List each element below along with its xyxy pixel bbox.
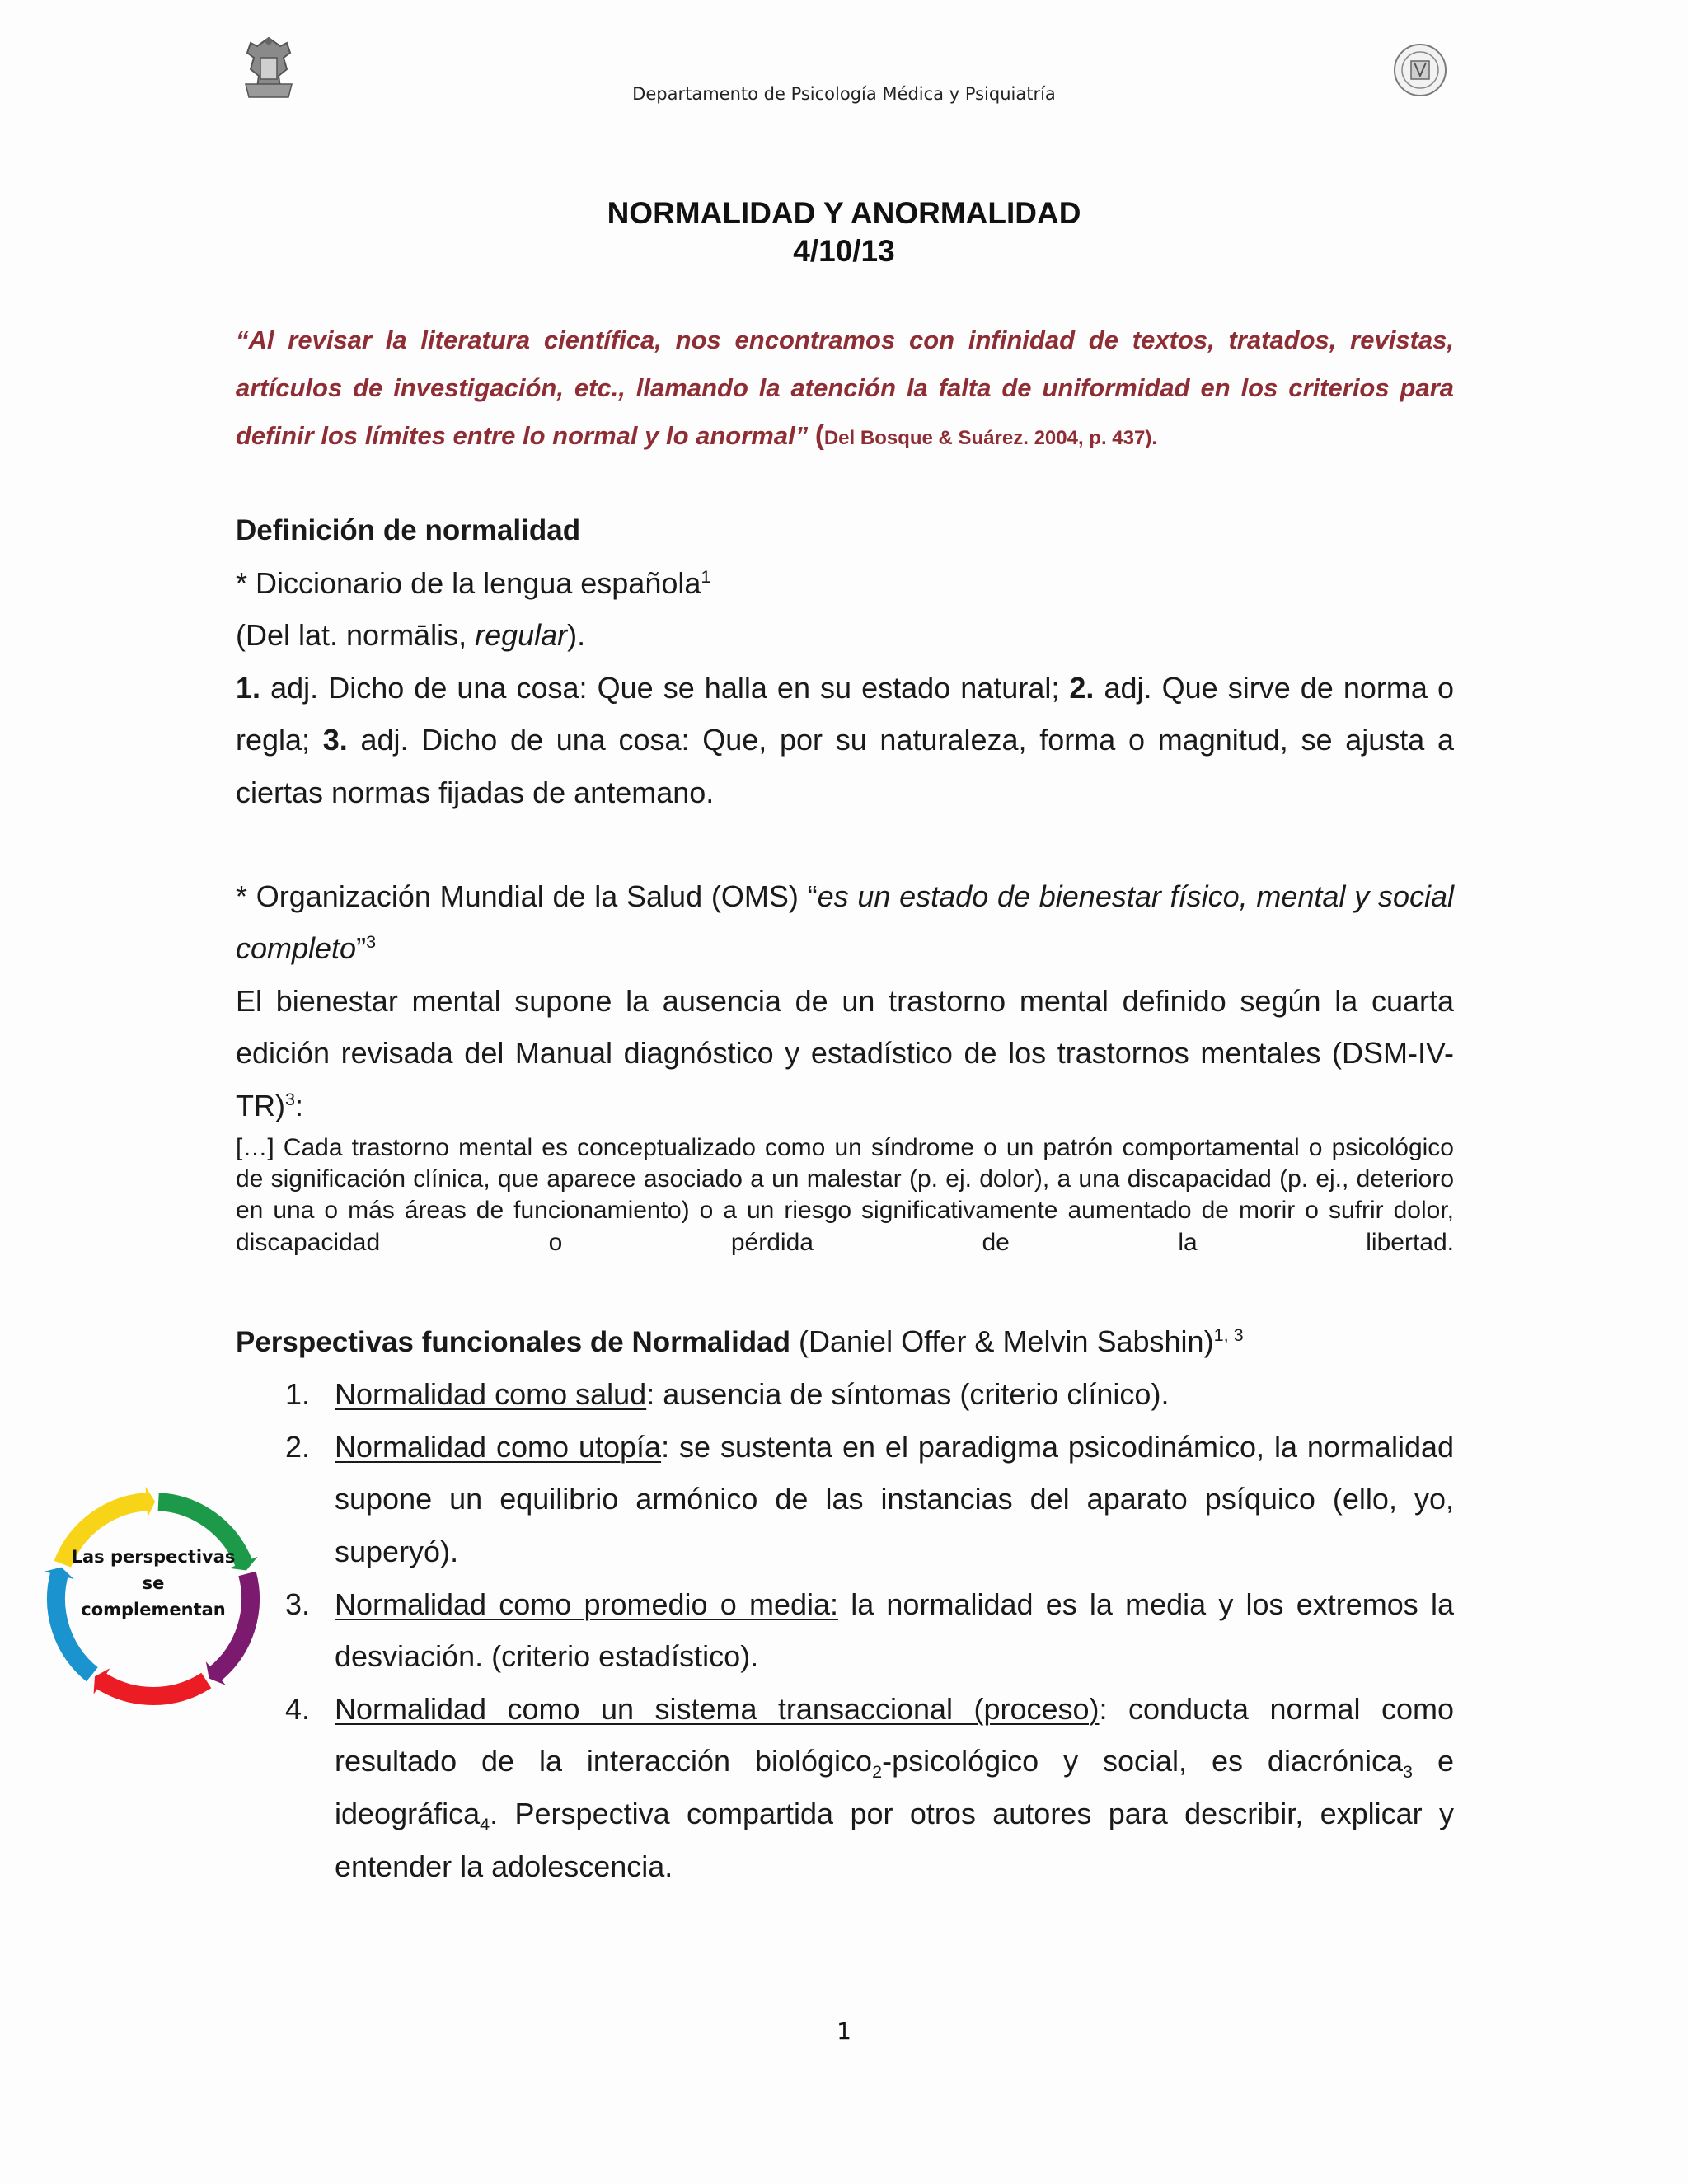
list-item	[236, 1578, 1454, 1683]
ring-label-line: complementan	[81, 1600, 226, 1619]
definition-senses	[236, 662, 1454, 819]
list-item	[236, 1368, 1454, 1421]
ring-label-line: Las perspectivas	[71, 1547, 236, 1567]
list-term: Normalidad como promedio o media:	[335, 1586, 839, 1621]
epigraph	[236, 316, 1454, 462]
oms-quote: es un estado de bienestar físico, mental y social completo	[236, 879, 1454, 966]
perspectives-title: Perspectivas funcionales de Normalidad	[236, 1325, 791, 1358]
sense-text: adj. Dicho de una cosa: Que se halla en su estado natural;	[260, 670, 1070, 705]
footnote-ref: 3	[1403, 1761, 1414, 1783]
department-header: Departamento de Psicología Médica y Psiquiatría	[632, 84, 1056, 104]
list-number: 1.	[285, 1377, 311, 1412]
perspectives-list	[236, 1368, 1454, 1892]
footnote-ref: 1, 3	[1213, 1324, 1244, 1345]
list-text: : ausencia de síntomas (criterio clínico).	[646, 1377, 1170, 1412]
dsm-quote: […] Cada trastorno mental es conceptualizado como un síndrome o un patrón comportamental o psicológico de significación clínica, que aparece asociado a un malestar (p. ej. dolor), a una discapacidad (p. ej., deterioro en una o más áreas de funcionamiento) o a un riesgo significativamente aumentado de morir o sufrir dolor, discapacidad o pérdida de la libertad.	[236, 1133, 1454, 1256]
list-term: Normalidad como utopía	[335, 1429, 662, 1464]
title-date: 4/10/13	[793, 234, 895, 268]
etymology-close: ).	[567, 618, 586, 653]
ring-label-line: se	[142, 1573, 165, 1593]
perspectives-authors: (Daniel Offer & Melvin Sabshin)	[790, 1324, 1214, 1358]
list-text: : conducta normal como resultado de la interacción biológico	[335, 1691, 1455, 1779]
wellbeing-paragraph	[236, 975, 1454, 1132]
footnote-ref: 2	[872, 1761, 883, 1783]
etymology-italic: regular	[475, 618, 568, 653]
etymology-line	[236, 609, 1454, 662]
list-item	[236, 1683, 1454, 1892]
sense-text: adj. Dicho de una cosa: Que, por su naturaleza, forma o magnitud, se ajusta a ciertas normas fijadas de antemano.	[236, 723, 1455, 809]
document-title	[0, 194, 1688, 270]
list-text: -psicológico y social, es diacrónica	[882, 1744, 1404, 1779]
list-text: la normalidad es la media y los extremos la desviación. (criterio estadístico).	[335, 1586, 1454, 1674]
etymology-text: (Del lat. normālis,	[236, 618, 476, 653]
title-line: NORMALIDAD Y ANORMALIDAD	[607, 196, 1081, 230]
list-text: : se sustenta en el paradigma psicodinámico, la normalidad supone un equilibrio armónico de las instancias del aparato psíquico (ello, yo, superyó).	[335, 1429, 1455, 1568]
footnote-ref: 1	[701, 565, 711, 587]
ring-label	[71, 1544, 236, 1623]
list-item	[236, 1421, 1454, 1578]
list-number: 3.	[285, 1586, 311, 1621]
oms-definition	[236, 870, 1454, 975]
sense-text: adj. Que sirve de norma o regla;	[236, 670, 1454, 757]
oms-close: ”	[356, 931, 367, 966]
list-number: 2.	[285, 1429, 311, 1464]
list-text: . Perspectiva compartida por otros autores para describir, explicar y entender la adolescencia.	[335, 1796, 1454, 1883]
page-number: 1	[837, 2018, 851, 2045]
epigraph-text: “Al revisar la literatura científica, nos encontramos con infinidad de textos, tratados, revistas, artículos de investigación, etc., llamando la atención la falta de uniformidad en los criterios para definir los límites entre lo normal y lo anormal”	[236, 326, 1454, 450]
sense-number: 1.	[236, 670, 261, 705]
dictionary-line	[236, 557, 1454, 610]
perspectives-heading	[236, 1315, 1454, 1369]
footnote-ref: 4	[480, 1814, 490, 1835]
definition-heading: Definición de normalidad	[236, 514, 581, 546]
dictionary-label: * Diccionario de la lengua española	[236, 565, 701, 600]
sense-number: 3.	[322, 723, 348, 757]
sense-number: 2.	[1069, 670, 1095, 705]
footnote-ref: 3	[366, 931, 377, 953]
epigraph-citation-paren: (	[814, 419, 824, 450]
list-term: Normalidad como salud	[335, 1377, 647, 1412]
wellbeing-text: El bienestar mental supone la ausencia de un trastorno mental definido según la cuarta edición revisada del Manual diagnóstico y estadístico de los trastornos mentales (DSM-IV-TR)	[236, 983, 1454, 1122]
wellbeing-colon: :	[295, 1088, 304, 1122]
footnote-ref: 3	[284, 1088, 295, 1109]
document-body	[236, 504, 1454, 1892]
list-number: 4.	[285, 1691, 311, 1726]
oms-prefix: * Organización Mundial de la Salud (OMS) “	[236, 879, 818, 913]
list-text: e ideográfica	[335, 1744, 1454, 1830]
ring-arrowhead	[145, 1487, 155, 1517]
ring-segment	[101, 1680, 207, 1696]
list-term: Normalidad como un sistema transaccional (proceso)	[335, 1691, 1100, 1726]
epigraph-citation: Del Bosque & Suárez. 2004, p. 437).	[823, 427, 1157, 449]
